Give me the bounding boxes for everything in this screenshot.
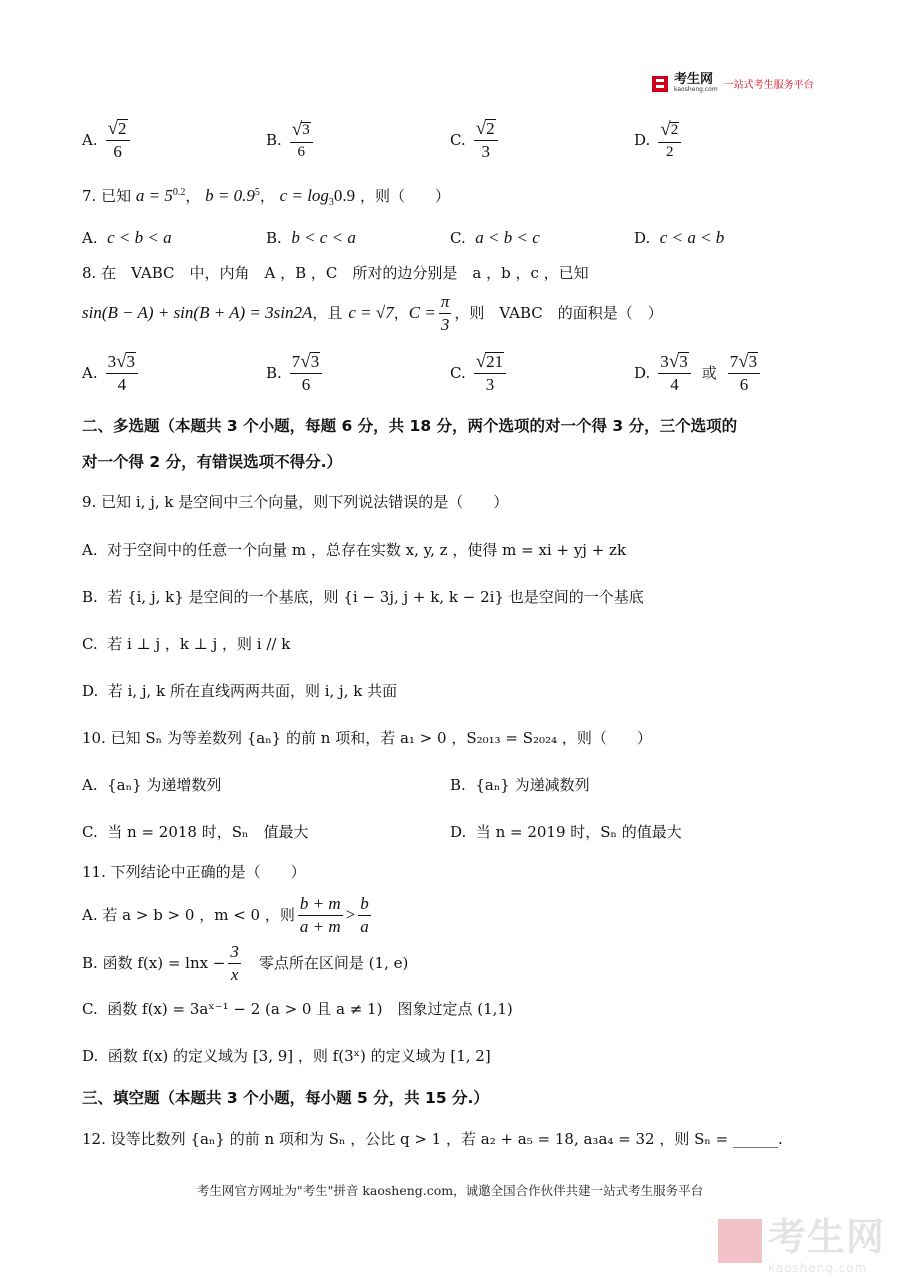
q11-a-num2: b xyxy=(358,895,371,916)
logo-name: 考生网 xyxy=(674,72,714,87)
q8-c-rad: 21 xyxy=(486,352,504,372)
option-text: b < c < a xyxy=(291,228,356,247)
option-text: c < a < b xyxy=(659,228,725,247)
q8-b-coef: 7 xyxy=(291,352,301,372)
q8-option-a: A. 3 √ 3 4 xyxy=(82,349,141,397)
option-text: c < b < a xyxy=(107,228,172,247)
q8-line1 xyxy=(82,262,589,284)
q8-option-d: D. 3 √ 3 4 或 7 √ 3 6 xyxy=(634,349,763,397)
question-number: 7. xyxy=(82,187,97,205)
question-number: 11. xyxy=(82,863,106,881)
option-text: 函数 f(x) 的定义域为 [3, 9] ，则 f(3ˣ) 的定义域为 [1, 2] xyxy=(107,1047,491,1065)
option-label: A. xyxy=(82,131,98,149)
q11-a-num: b + m xyxy=(298,895,343,916)
q8-option-b: B. 7 √ 3 6 xyxy=(266,349,325,397)
q11-a-gt: > xyxy=(345,905,356,924)
q11-stem xyxy=(82,861,306,883)
question-number: 8. xyxy=(82,264,97,282)
q6-c-num: 2 xyxy=(486,119,495,139)
q11-option-a: A. 若 a > b > 0 ，m < 0 ，则 $\frac{b + m}{a + m}$ > $\frac{b}{a}$ xyxy=(82,893,369,936)
q6-a-den: 6 xyxy=(113,142,122,162)
q8-mid1: ，且 xyxy=(312,304,343,322)
logo-slogan: 一站式考生服务平台 xyxy=(723,80,814,91)
q8-d-rad2: 3 xyxy=(748,352,758,372)
option-text: {aₙ} 为递减数列 xyxy=(475,776,590,794)
q7-option-a: A. c < b < a xyxy=(82,228,172,247)
q9-stem xyxy=(82,491,508,513)
q6-d-num: 2 xyxy=(670,122,679,138)
page-footer: 考生网官方网址为"考生"拼音 kaosheng.com，诚邀全国合作伙伴共建一站式考生服务平台 xyxy=(196,1183,704,1198)
section2-title-line2: 对一个得 2 分，有错误选项不得分.） xyxy=(82,453,342,471)
q11-a-den2: a xyxy=(360,916,369,936)
option-label: B. xyxy=(266,131,282,149)
q7-c-base: 3 xyxy=(328,197,334,208)
q8-c-eq: c = √7 xyxy=(348,303,394,322)
q11-b-num: 3 xyxy=(228,943,241,964)
q7-tail: ，则（ ） xyxy=(359,187,450,205)
q6-a-num: 2 xyxy=(118,119,127,139)
q7-c-arg: 0.9 xyxy=(333,186,356,205)
q8-d-den1: 4 xyxy=(670,375,679,395)
q8-a-coef: 3 xyxy=(107,352,117,372)
q7-b-exp: 5 xyxy=(254,187,260,198)
q11-option-c: C. 函数 f(x) = 3aˣ⁻¹ − 2 (a > 0 且 a ≠ 1) 图象过定点 (1,1) xyxy=(82,1000,513,1018)
option-text: 当 n = 2018 时，Sₙ 值最大 xyxy=(107,823,309,841)
q11-a-den: a + m xyxy=(299,916,341,936)
option-text: 对于空间中的任意一个向量 m ，总存在实数 x, y, z ，使得 m = xi + yj + zk xyxy=(107,541,627,559)
q7-b-expr: b = 0.9 xyxy=(205,186,255,205)
q8-c-den: 3 xyxy=(485,375,495,395)
q8-mid2: ， xyxy=(393,304,409,322)
q12-stem-text: 设等比数列 {aₙ} 的前 n 项和为 Sₙ ，公比 q > 1 ，若 a₂ + a₅ = 18, a₃a₄ = 32 ，则 Sₙ = ______. xyxy=(110,1130,783,1148)
question-number: 12. xyxy=(82,1130,106,1148)
option-text: 若 {i, j, k} 是空间的一个基底，则 {i − 3j, j + k, k − 2i} 也是空间的一个基底 xyxy=(107,588,644,606)
q6-d-den: 2 xyxy=(665,143,674,160)
q12-stem xyxy=(82,1128,783,1150)
q7-stem-pre: 已知 xyxy=(101,187,132,205)
q6-option-c: C. √ 2 3 xyxy=(450,116,501,164)
q6-option-b: B. √ 3 6 xyxy=(266,116,316,164)
q9-option-d: D. 若 i, j, k 所在直线两两共面，则 i, j, k 共面 xyxy=(82,682,398,700)
q8-d-or: 或 xyxy=(701,364,717,382)
q6-b-num: 3 xyxy=(302,122,310,138)
watermark-logo-icon xyxy=(718,1219,762,1263)
q8-C-den: 3 xyxy=(440,314,450,334)
q8-b-den: 6 xyxy=(301,375,311,395)
q6-option-d: D. √ 2 2 xyxy=(634,116,684,164)
q8-C-num: π xyxy=(439,293,452,314)
q10-stem xyxy=(82,727,652,749)
q8-line1-text: 在 VABC 中，内角 A ，B ，C 所对的边分别是 a ，b ，c ，已知 xyxy=(101,264,589,282)
q11-option-b: B. 函数 f(x) = lnx − $\frac{3}{x}$ 零点所在区间是 (1, e) xyxy=(82,941,409,984)
option-text: a < b < c xyxy=(475,228,540,247)
q8-d-coef1: 3 xyxy=(660,352,669,372)
q6-option-a: A. √ 2 6 xyxy=(82,116,133,164)
q11-option-d: D. 函数 f(x) 的定义域为 [3, 9] ，则 f(3ˣ) 的定义域为 [1, 2] xyxy=(82,1047,491,1065)
q9-option-b: B. 若 {i, j, k} 是空间的一个基底，则 {i − 3j, j + k, k − 2i} 也是空间的一个基底 xyxy=(82,588,644,606)
q7-option-d: D. c < a < b xyxy=(634,228,725,247)
q11-b-pre: 函数 f(x) = lnx − xyxy=(102,954,226,972)
q8-a-den: 4 xyxy=(117,375,127,395)
q7-a-exp: 0.2 xyxy=(172,187,186,198)
q6-b-den: 6 xyxy=(297,143,306,160)
q6-c-den: 3 xyxy=(481,142,490,162)
header-logo xyxy=(652,74,814,93)
q9-stem-text: 已知 i, j, k 是空间中三个向量，则下列说法错误的是（ ） xyxy=(101,493,509,511)
q8-tail: ，则 VABC 的面积是（ ） xyxy=(454,304,663,322)
q11-a-pre: 若 a > b > 0 ，m < 0 ，则 xyxy=(102,906,295,924)
q11-b-tail: 零点所在区间是 (1, e) xyxy=(243,954,409,972)
q10-option-d: D. 当 n = 2019 时，Sₙ 的值最大 xyxy=(450,823,682,841)
section3-title: 三、填空题（本题共 3 个小题，每小题 5 分，共 15 分.） xyxy=(82,1089,489,1107)
logo-domain: kaosheng.com xyxy=(674,86,718,93)
section2-title-line1: 二、多选题（本题共 3 个小题，每题 6 分，共 18 分，两个选项的对一个得 3 分，三个选项的 xyxy=(82,417,738,435)
q11-stem-text: 下列结论中正确的是（ ） xyxy=(110,863,306,881)
q7-option-c: C. a < b < c xyxy=(450,228,540,247)
question-number: 9. xyxy=(82,493,97,511)
q10-option-b: B. {aₙ} 为递减数列 xyxy=(450,776,590,794)
q9-option-c: C. 若 i ⊥ j ，k ⊥ j ，则 i // k xyxy=(82,635,291,653)
q11-b-den: x xyxy=(230,964,239,984)
q8-line2 xyxy=(82,293,663,333)
option-label: D. xyxy=(634,131,651,149)
option-text: {aₙ} 为递增数列 xyxy=(107,776,222,794)
q10-stem-text: 已知 Sₙ 为等差数列 {aₙ} 的前 n 项和，若 a₁ > 0 ，S₂₀₁₃ = S₂₀₂₄ ，则（ ） xyxy=(110,729,652,747)
q8-b-rad: 3 xyxy=(310,352,320,372)
q10-option-a: A. {aₙ} 为递增数列 xyxy=(82,776,222,794)
q7-a-expr: a = 5 xyxy=(135,186,173,205)
option-text: 函数 f(x) = 3aˣ⁻¹ − 2 (a > 0 且 a ≠ 1) 图象过定点 (1,1) xyxy=(107,1000,513,1018)
q8-a-rad: 3 xyxy=(126,352,136,372)
option-label: C. xyxy=(450,131,466,149)
q9-option-a: A. 对于空间中的任意一个向量 m ，总存在实数 x, y, z ，使得 m = xi + yj + zk xyxy=(82,541,627,559)
q8-d-coef2: 7 xyxy=(729,352,739,372)
q8-d-rad1: 3 xyxy=(679,352,688,372)
question-number: 10. xyxy=(82,729,106,747)
watermark-logo xyxy=(718,1206,885,1275)
q8-equation: sin(B − A) + sin(B + A) = 3sin2A xyxy=(82,303,313,322)
option-text: 当 n = 2019 时，Sₙ 的值最大 xyxy=(475,823,682,841)
kaosheng-logo-icon xyxy=(652,76,668,92)
q8-C-pre: C = xyxy=(408,303,436,322)
watermark-sub: kaosheng.com xyxy=(768,1261,868,1275)
watermark-text: 考生网 xyxy=(768,1215,886,1259)
q8-d-den2: 6 xyxy=(739,375,749,395)
q7-c-expr: c = log xyxy=(279,186,329,205)
option-text: 若 i ⊥ j ，k ⊥ j ，则 i // k xyxy=(107,635,291,653)
q8-option-c: C. √ 21 3 xyxy=(450,349,509,397)
q7-stem: 7. 已知 $a = 5^{0.2}$， $b = 0.9^5$， $c = \log_30.9$ ，则（ ） xyxy=(82,186,450,208)
option-text: 若 i, j, k 所在直线两两共面，则 i, j, k 共面 xyxy=(107,682,398,700)
q7-option-b: B. b < c < a xyxy=(266,228,356,247)
q10-option-c: C. 当 n = 2018 时，Sₙ 值最大 xyxy=(82,823,309,841)
